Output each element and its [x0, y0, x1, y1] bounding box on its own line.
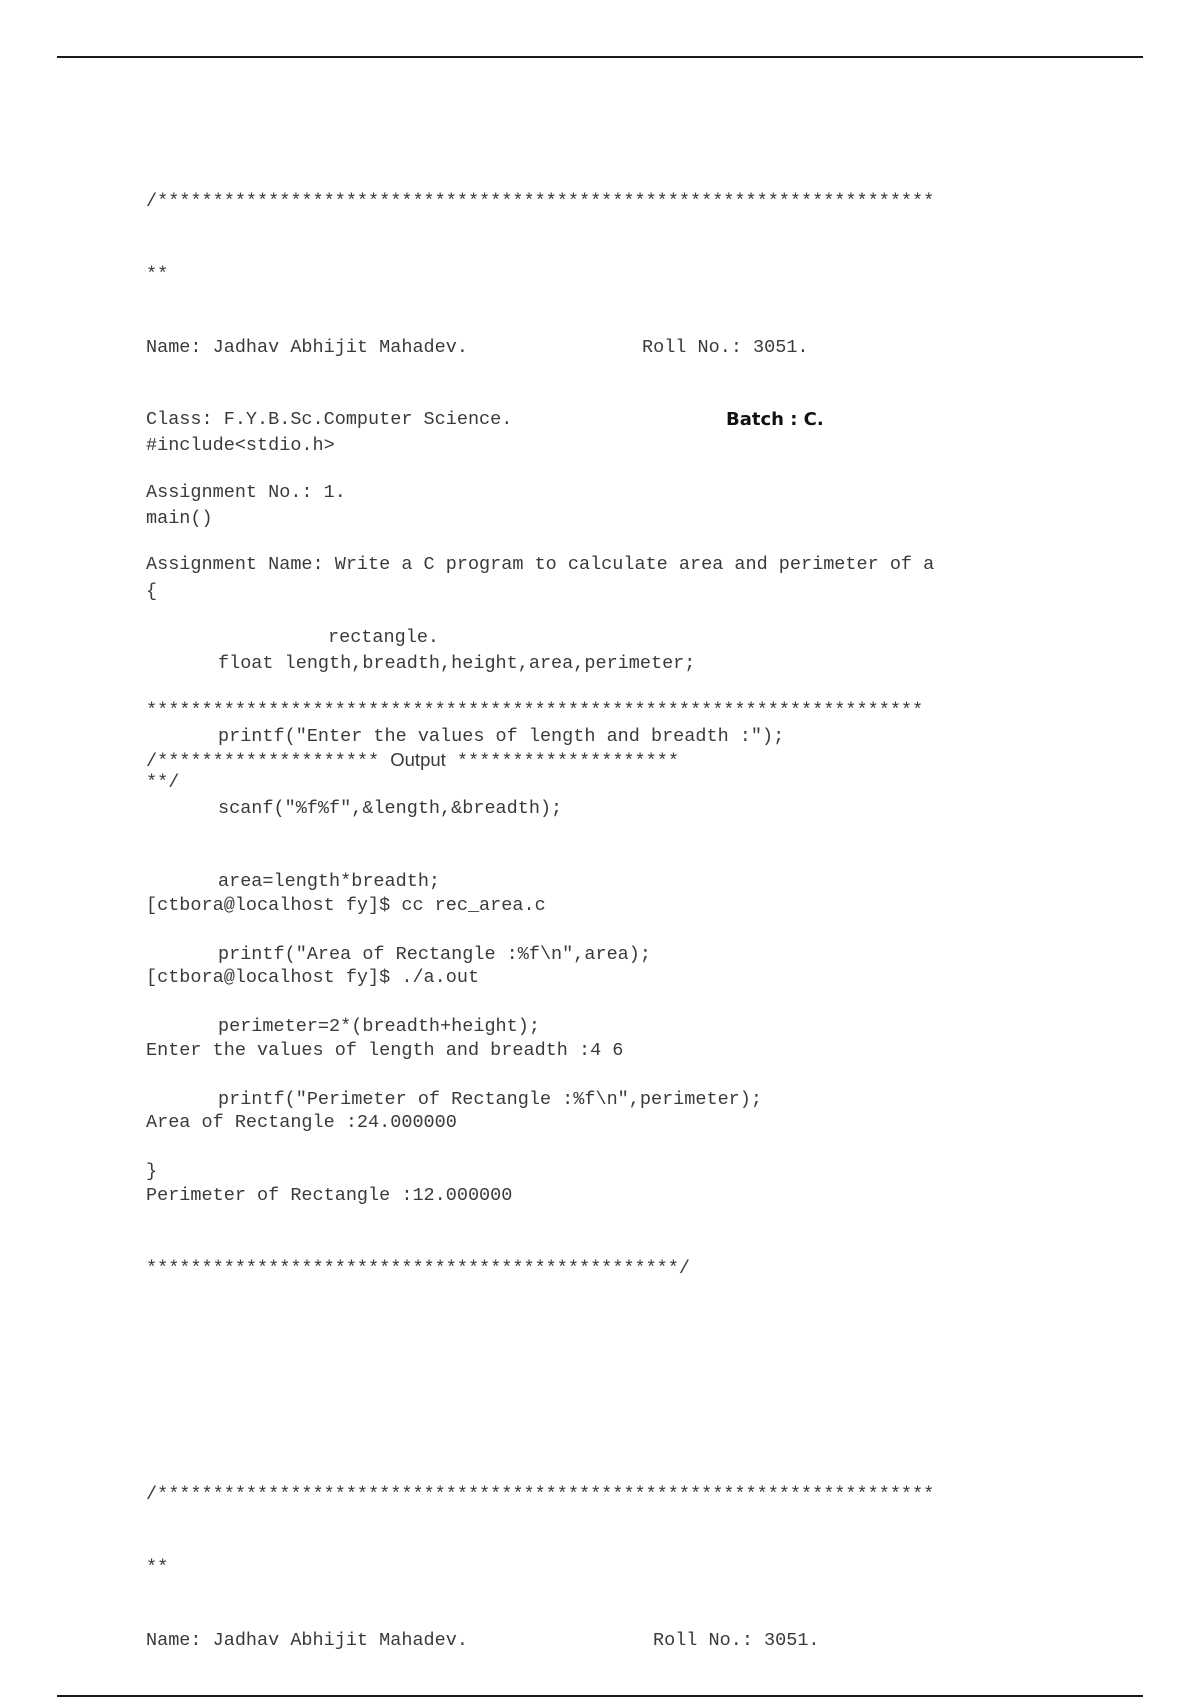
code-line: scanf("%f%f",&length,&breadth); [218, 798, 563, 820]
output-banner [146, 748, 690, 772]
output-banner-right: ******************** [456, 751, 679, 773]
next-stars-open: /********************************************************************** [146, 1484, 935, 1506]
header-stars-open: /********************************************************************** [146, 191, 935, 213]
bottom-rule [57, 1695, 1143, 1697]
code-line: #include<stdio.h> [146, 435, 335, 457]
batch-label: Batch : C. [726, 409, 824, 431]
code-line: perimeter=2*(breadth+height); [218, 1016, 540, 1038]
code-line: } [146, 1161, 158, 1183]
output-line: Enter the values of length and breadth :4 6 [146, 1039, 624, 1061]
output-stars-end: ************************************************/ [146, 1257, 690, 1279]
next-stars-open-cont: ** [146, 1557, 169, 1578]
name-row [146, 336, 934, 360]
code-line: printf("Area of Rectangle :%f\n",area); [218, 943, 651, 965]
code-line: main() [146, 508, 213, 529]
output-banner-left: /******************** [146, 751, 380, 773]
code-line: printf("Enter the values of length and breadth :"); [218, 725, 785, 747]
header-stars-open-cont: ** [146, 264, 169, 285]
code-line: printf("Perimeter of Rectangle :%f\n",perimeter); [218, 1088, 762, 1110]
header-stars-close: ********************************************************************** [146, 699, 924, 721]
next-assignment-header [146, 1435, 934, 1677]
code-line: { [146, 580, 158, 602]
header-stars-close-cont: **/ [146, 772, 180, 794]
class-name: Class: F.Y.B.Sc.Computer Science. [146, 409, 513, 431]
student-name: Name: Jadhav Abhijit Mahadev. [146, 336, 468, 358]
code-line: area=length*breadth; [218, 870, 441, 892]
assignment-name-cont: rectangle. [328, 626, 440, 648]
roll-number: Roll No.: 3051. [642, 336, 809, 358]
assignment-number: Assignment No.: 1. [146, 481, 346, 503]
output-banner-label: Output [390, 749, 446, 771]
assignment-name: Assignment Name: Write a C program to calculate area and perimeter of a [146, 554, 935, 576]
output-line: [ctbora@localhost fy]$ cc rec_area.c [146, 894, 546, 916]
next-student-name: Name: Jadhav Abhijit Mahadev. [146, 1629, 468, 1651]
next-roll-number: Roll No.: 3051. [653, 1629, 820, 1651]
output-line: Area of Rectangle :24.000000 [146, 1112, 457, 1134]
output-line: [ctbora@localhost fy]$ ./a.out [146, 967, 480, 989]
top-rule [57, 56, 1143, 58]
program-output [146, 700, 690, 1305]
next-name-row [146, 1629, 934, 1653]
output-line: Perimeter of Rectangle :12.000000 [146, 1184, 513, 1206]
code-line: float length,breadth,height,area,perimeter; [218, 653, 696, 675]
